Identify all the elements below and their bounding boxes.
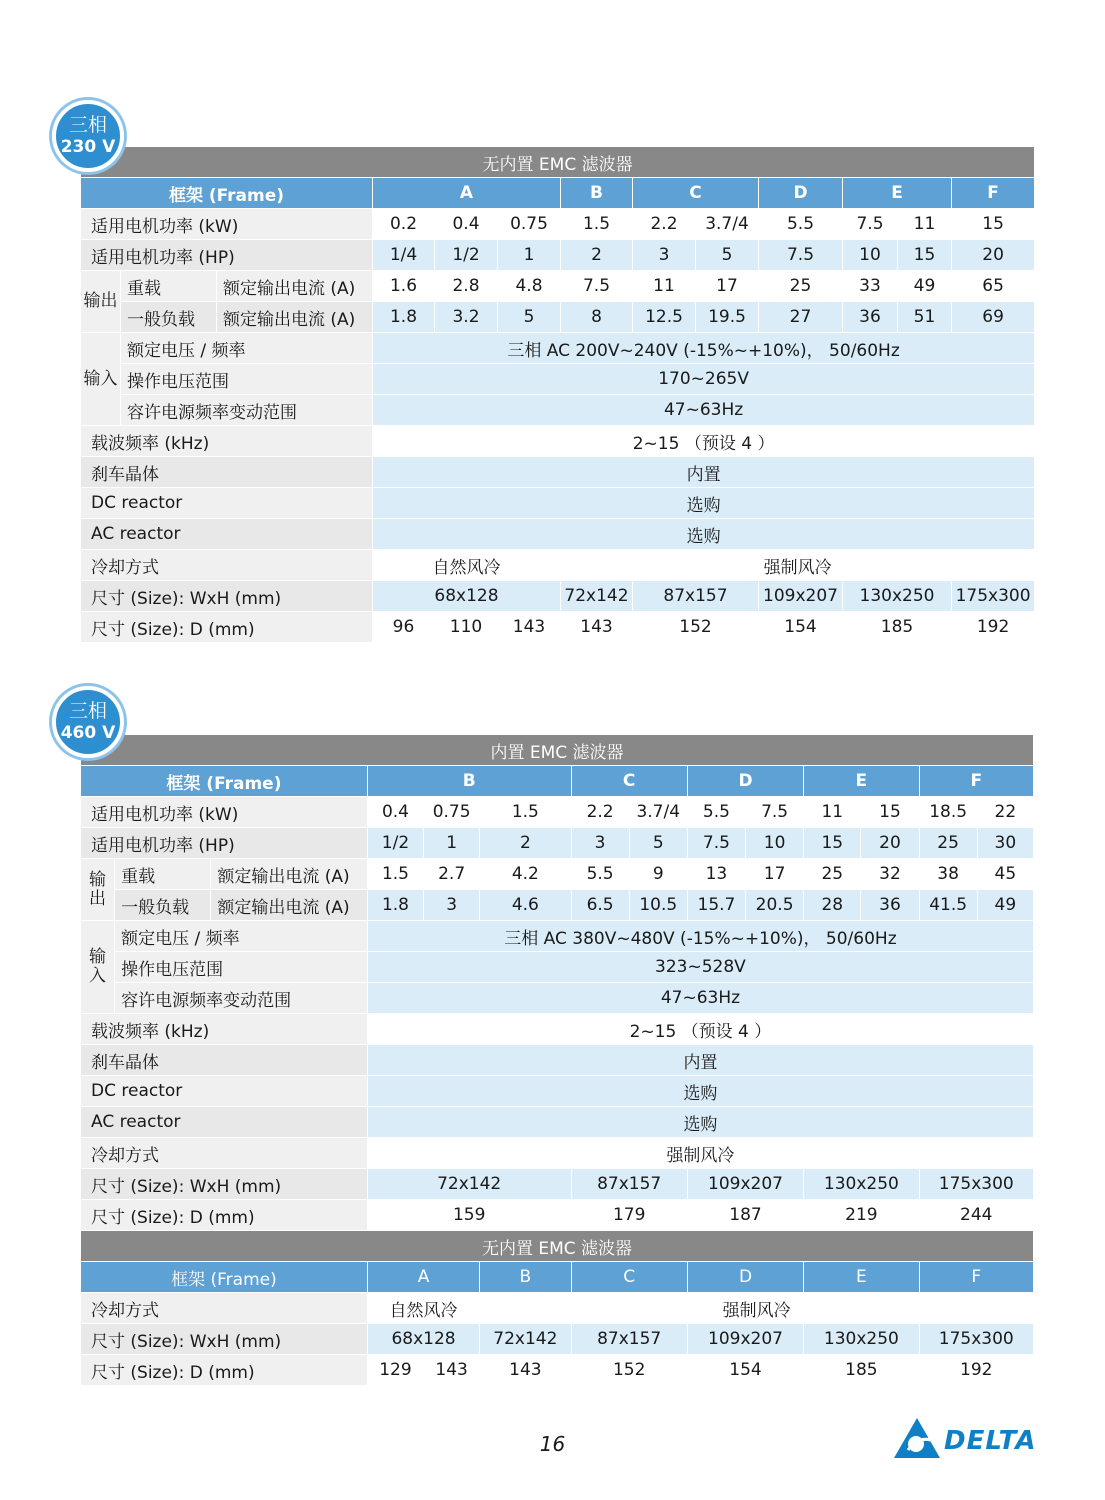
kw-label: 适用电机功率 (kW) bbox=[81, 209, 373, 240]
normal-cell: 1.8 bbox=[367, 890, 423, 921]
normal-cell: 1.8 bbox=[373, 302, 435, 333]
size-wh-cell: 87x157 bbox=[571, 1169, 687, 1200]
input-group-label: 输入 bbox=[81, 333, 121, 426]
size-wh-cell: 72x142 bbox=[480, 1324, 571, 1355]
normal-cell: 27 bbox=[759, 302, 843, 333]
size-d-cell: 143 bbox=[424, 1355, 480, 1386]
size-d-cell: 152 bbox=[571, 1355, 687, 1386]
heavy-cell: 5.5 bbox=[571, 859, 629, 890]
heavy-cell: 32 bbox=[861, 859, 919, 890]
hp-cell: 7.5 bbox=[759, 240, 843, 271]
hp-cell: 25 bbox=[919, 828, 977, 859]
size-wh-label: 尺寸 (Size): WxH (mm) bbox=[81, 581, 373, 612]
heavy-cell: 65 bbox=[952, 271, 1035, 302]
size-d-cell: 192 bbox=[952, 612, 1035, 643]
kw-cell: 7.5 bbox=[843, 209, 898, 240]
frequency-tolerance-label: 容许电源频率变动范围 bbox=[115, 983, 368, 1014]
brake-label: 刹车晶体 bbox=[81, 1045, 368, 1076]
brake-value: 内置 bbox=[373, 457, 1035, 488]
rated-voltage-label: 额定电压 / 频率 bbox=[115, 921, 368, 952]
frame-c: C bbox=[571, 1262, 687, 1293]
frame-c: C bbox=[633, 178, 759, 209]
table-title: 内置 EMC 滤波器 bbox=[81, 735, 1034, 766]
operating-voltage-value: 323~528V bbox=[367, 952, 1033, 983]
hp-cell: 15 bbox=[804, 828, 861, 859]
brake-label: 刹车晶体 bbox=[81, 457, 373, 488]
kw-cell: 15 bbox=[952, 209, 1035, 240]
heavy-cell: 4.2 bbox=[480, 859, 571, 890]
heavy-cell: 1.6 bbox=[373, 271, 435, 302]
size-d-cell: 187 bbox=[687, 1200, 803, 1231]
input-group-label: 输入 bbox=[81, 921, 115, 1014]
frame-d: D bbox=[687, 766, 803, 797]
size-wh-cell: 130x250 bbox=[804, 1324, 919, 1355]
carrier-label: 载波频率 (kHz) bbox=[81, 426, 373, 457]
delta-triangle-icon bbox=[892, 1416, 942, 1460]
heavy-duty-label: 重载 bbox=[115, 859, 211, 890]
heavy-cell: 1.5 bbox=[367, 859, 423, 890]
ac-reactor-value: 选购 bbox=[367, 1107, 1033, 1138]
rated-current-label: 额定输出电流 (A) bbox=[217, 271, 373, 302]
frame-d: D bbox=[687, 1262, 803, 1293]
kw-cell: 5.5 bbox=[759, 209, 843, 240]
badge-voltage: 230 V bbox=[60, 137, 116, 157]
size-d-cell: 179 bbox=[571, 1200, 687, 1231]
kw-cell: 15 bbox=[861, 797, 919, 828]
hp-cell: 15 bbox=[898, 240, 952, 271]
size-d-cell: 219 bbox=[804, 1200, 919, 1231]
hp-cell: 1 bbox=[424, 828, 480, 859]
hp-cell: 2 bbox=[480, 828, 571, 859]
hp-label: 适用电机功率 (HP) bbox=[81, 240, 373, 271]
heavy-duty-label: 重载 bbox=[121, 271, 217, 302]
operating-voltage-label: 操作电压范围 bbox=[121, 364, 373, 395]
phase-badge-460v bbox=[52, 686, 124, 758]
frame-header-label: 框架 (Frame) bbox=[81, 1262, 368, 1293]
heavy-cell: 2.8 bbox=[435, 271, 498, 302]
size-d-label: 尺寸 (Size): D (mm) bbox=[81, 612, 373, 643]
size-wh-cell: 109x207 bbox=[687, 1324, 803, 1355]
size-wh-cell: 68x128 bbox=[367, 1324, 479, 1355]
normal-cell: 28 bbox=[804, 890, 861, 921]
frame-e: E bbox=[804, 766, 919, 797]
spec-table-460v bbox=[80, 734, 1034, 1386]
size-d-cell: 154 bbox=[687, 1355, 803, 1386]
hp-cell: 20 bbox=[952, 240, 1035, 271]
normal-cell: 5 bbox=[498, 302, 561, 333]
hp-label: 适用电机功率 (HP) bbox=[81, 828, 368, 859]
size-d-cell: 185 bbox=[804, 1355, 919, 1386]
heavy-cell: 45 bbox=[977, 859, 1033, 890]
output-group-label: 输出 bbox=[81, 859, 115, 921]
normal-cell: 3.2 bbox=[435, 302, 498, 333]
size-d-cell: 154 bbox=[759, 612, 843, 643]
normal-cell: 15.7 bbox=[687, 890, 745, 921]
hp-cell: 1 bbox=[498, 240, 561, 271]
table-title: 无内置 EMC 滤波器 bbox=[81, 147, 1035, 178]
kw-cell: 0.2 bbox=[373, 209, 435, 240]
hp-cell: 7.5 bbox=[687, 828, 745, 859]
kw-cell: 0.75 bbox=[424, 797, 480, 828]
heavy-cell: 25 bbox=[804, 859, 861, 890]
size-wh-cell: 109x207 bbox=[687, 1169, 803, 1200]
heavy-cell: 4.8 bbox=[498, 271, 561, 302]
heavy-cell: 25 bbox=[759, 271, 843, 302]
frequency-tolerance-value: 47~63Hz bbox=[373, 395, 1035, 426]
normal-cell: 51 bbox=[898, 302, 952, 333]
kw-cell: 0.4 bbox=[367, 797, 423, 828]
frame-f: F bbox=[919, 1262, 1033, 1293]
ac-reactor-label: AC reactor bbox=[81, 1107, 368, 1138]
frame-d: D bbox=[759, 178, 843, 209]
size-wh-cell: 72x142 bbox=[561, 581, 633, 612]
logo-text: DELTA bbox=[944, 1426, 1037, 1456]
size-d-cell: 129 bbox=[367, 1355, 423, 1386]
ac-reactor-label: AC reactor bbox=[81, 519, 373, 550]
normal-cell: 12.5 bbox=[633, 302, 696, 333]
kw-cell: 11 bbox=[898, 209, 952, 240]
hp-cell: 3 bbox=[633, 240, 696, 271]
hp-cell: 30 bbox=[977, 828, 1033, 859]
size-wh-cell: 175x300 bbox=[952, 581, 1035, 612]
rated-voltage-value: 三相 AC 200V~240V (-15%~+10%)， 50/60Hz bbox=[373, 333, 1035, 364]
size-d-cell: 244 bbox=[919, 1200, 1033, 1231]
kw-cell: 0.4 bbox=[435, 209, 498, 240]
delta-logo bbox=[892, 1414, 1042, 1462]
frame-a: A bbox=[373, 178, 561, 209]
normal-cell: 4.6 bbox=[480, 890, 571, 921]
page-number: 16 bbox=[539, 1432, 566, 1456]
badge-phase: 三相 bbox=[68, 114, 107, 136]
hp-cell: 10 bbox=[746, 828, 804, 859]
hp-cell: 5 bbox=[629, 828, 687, 859]
frame-b: B bbox=[367, 766, 571, 797]
size-d-cell: 96 bbox=[373, 612, 435, 643]
normal-cell: 69 bbox=[952, 302, 1035, 333]
heavy-cell: 38 bbox=[919, 859, 977, 890]
size-wh-cell: 87x157 bbox=[571, 1324, 687, 1355]
subtable-title: 无内置 EMC 滤波器 bbox=[81, 1231, 1034, 1262]
kw-cell: 18.5 bbox=[919, 797, 977, 828]
cooling-label: 冷却方式 bbox=[81, 1138, 368, 1169]
normal-cell: 19.5 bbox=[696, 302, 759, 333]
phase-badge-230v bbox=[52, 100, 124, 172]
heavy-cell: 17 bbox=[696, 271, 759, 302]
frame-a: A bbox=[367, 1262, 479, 1293]
heavy-cell: 7.5 bbox=[561, 271, 633, 302]
kw-cell: 1.5 bbox=[480, 797, 571, 828]
hp-cell: 1/4 bbox=[373, 240, 435, 271]
kw-cell: 22 bbox=[977, 797, 1033, 828]
kw-cell: 5.5 bbox=[687, 797, 745, 828]
heavy-cell: 17 bbox=[746, 859, 804, 890]
size-wh-cell: 72x142 bbox=[367, 1169, 571, 1200]
size-d-cell: 143 bbox=[498, 612, 561, 643]
kw-cell: 3.7/4 bbox=[696, 209, 759, 240]
kw-cell: 0.75 bbox=[498, 209, 561, 240]
normal-cell: 6.5 bbox=[571, 890, 629, 921]
normal-cell: 36 bbox=[843, 302, 898, 333]
normal-cell: 36 bbox=[861, 890, 919, 921]
cooling-natural: 自然风冷 bbox=[367, 1293, 479, 1324]
carrier-value: 2~15 （预设 4 ） bbox=[373, 426, 1035, 457]
size-wh-label: 尺寸 (Size): WxH (mm) bbox=[81, 1169, 368, 1200]
dc-reactor-value: 选购 bbox=[373, 488, 1035, 519]
kw-cell: 11 bbox=[804, 797, 861, 828]
cooling-forced: 强制风冷 bbox=[480, 1293, 1034, 1324]
carrier-value: 2~15 （预设 4 ） bbox=[367, 1014, 1033, 1045]
normal-cell: 20.5 bbox=[746, 890, 804, 921]
cooling-label: 冷却方式 bbox=[81, 550, 373, 581]
normal-cell: 8 bbox=[561, 302, 633, 333]
size-wh-cell: 109x207 bbox=[759, 581, 843, 612]
normal-cell: 3 bbox=[424, 890, 480, 921]
normal-duty-label: 一般负载 bbox=[121, 302, 217, 333]
frame-header-label: 框架 (Frame) bbox=[81, 178, 373, 209]
rated-current-label: 额定输出电流 (A) bbox=[217, 302, 373, 333]
frame-c: C bbox=[571, 766, 687, 797]
output-group-label: 输出 bbox=[81, 271, 121, 333]
frame-e: E bbox=[804, 1262, 919, 1293]
size-wh-cell: 175x300 bbox=[919, 1169, 1033, 1200]
size-d-cell: 185 bbox=[843, 612, 952, 643]
rated-current-label: 额定输出电流 (A) bbox=[211, 890, 367, 921]
size-wh-cell: 175x300 bbox=[919, 1324, 1033, 1355]
kw-cell: 2.2 bbox=[571, 797, 629, 828]
size-wh-label: 尺寸 (Size): WxH (mm) bbox=[81, 1324, 368, 1355]
size-wh-cell: 87x157 bbox=[633, 581, 759, 612]
normal-cell: 41.5 bbox=[919, 890, 977, 921]
rated-voltage-label: 额定电压 / 频率 bbox=[121, 333, 373, 364]
badge-voltage: 460 V bbox=[60, 723, 116, 743]
frequency-tolerance-value: 47~63Hz bbox=[367, 983, 1033, 1014]
heavy-cell: 9 bbox=[629, 859, 687, 890]
frame-e: E bbox=[843, 178, 952, 209]
size-d-label: 尺寸 (Size): D (mm) bbox=[81, 1200, 368, 1231]
frame-header-label: 框架 (Frame) bbox=[81, 766, 368, 797]
heavy-cell: 13 bbox=[687, 859, 745, 890]
hp-cell: 1/2 bbox=[367, 828, 423, 859]
heavy-cell: 49 bbox=[898, 271, 952, 302]
dc-reactor-label: DC reactor bbox=[81, 1076, 368, 1107]
ac-reactor-value: 选购 bbox=[373, 519, 1035, 550]
hp-cell: 2 bbox=[561, 240, 633, 271]
size-d-cell: 143 bbox=[480, 1355, 571, 1386]
carrier-label: 载波频率 (kHz) bbox=[81, 1014, 368, 1045]
size-d-cell: 192 bbox=[919, 1355, 1033, 1386]
cooling-natural: 自然风冷 bbox=[373, 550, 561, 581]
cooling-forced: 强制风冷 bbox=[561, 550, 1035, 581]
brake-value: 内置 bbox=[367, 1045, 1033, 1076]
size-d-cell: 159 bbox=[367, 1200, 571, 1231]
normal-duty-label: 一般负载 bbox=[115, 890, 211, 921]
frame-f: F bbox=[919, 766, 1033, 797]
cooling-label: 冷却方式 bbox=[81, 1293, 368, 1324]
badge-phase: 三相 bbox=[68, 700, 107, 722]
hp-cell: 5 bbox=[696, 240, 759, 271]
frame-b: B bbox=[561, 178, 633, 209]
kw-cell: 2.2 bbox=[633, 209, 696, 240]
dc-reactor-label: DC reactor bbox=[81, 488, 373, 519]
size-wh-cell: 130x250 bbox=[843, 581, 952, 612]
size-d-cell: 152 bbox=[633, 612, 759, 643]
frame-b: B bbox=[480, 1262, 571, 1293]
hp-cell: 20 bbox=[861, 828, 919, 859]
size-d-cell: 143 bbox=[561, 612, 633, 643]
size-d-cell: 110 bbox=[435, 612, 498, 643]
kw-cell: 1.5 bbox=[561, 209, 633, 240]
heavy-cell: 2.7 bbox=[424, 859, 480, 890]
dc-reactor-value: 选购 bbox=[367, 1076, 1033, 1107]
kw-cell: 3.7/4 bbox=[629, 797, 687, 828]
frame-f: F bbox=[952, 178, 1035, 209]
cooling-forced: 强制风冷 bbox=[367, 1138, 1033, 1169]
hp-cell: 10 bbox=[843, 240, 898, 271]
spec-table-230v-section bbox=[80, 146, 1035, 643]
spec-table-460v-section bbox=[80, 734, 1034, 1386]
rated-current-label: 额定输出电流 (A) bbox=[211, 859, 367, 890]
size-wh-cell: 130x250 bbox=[804, 1169, 919, 1200]
hp-cell: 1/2 bbox=[435, 240, 498, 271]
operating-voltage-value: 170~265V bbox=[373, 364, 1035, 395]
frequency-tolerance-label: 容许电源频率变动范围 bbox=[121, 395, 373, 426]
size-wh-cell: 68x128 bbox=[373, 581, 561, 612]
kw-cell: 7.5 bbox=[746, 797, 804, 828]
heavy-cell: 33 bbox=[843, 271, 898, 302]
heavy-cell: 11 bbox=[633, 271, 696, 302]
spec-table-230v bbox=[80, 146, 1035, 643]
normal-cell: 10.5 bbox=[629, 890, 687, 921]
kw-label: 适用电机功率 (kW) bbox=[81, 797, 368, 828]
operating-voltage-label: 操作电压范围 bbox=[115, 952, 368, 983]
size-d-label: 尺寸 (Size): D (mm) bbox=[81, 1355, 368, 1386]
rated-voltage-value: 三相 AC 380V~480V (-15%~+10%)， 50/60Hz bbox=[367, 921, 1033, 952]
hp-cell: 3 bbox=[571, 828, 629, 859]
normal-cell: 49 bbox=[977, 890, 1033, 921]
